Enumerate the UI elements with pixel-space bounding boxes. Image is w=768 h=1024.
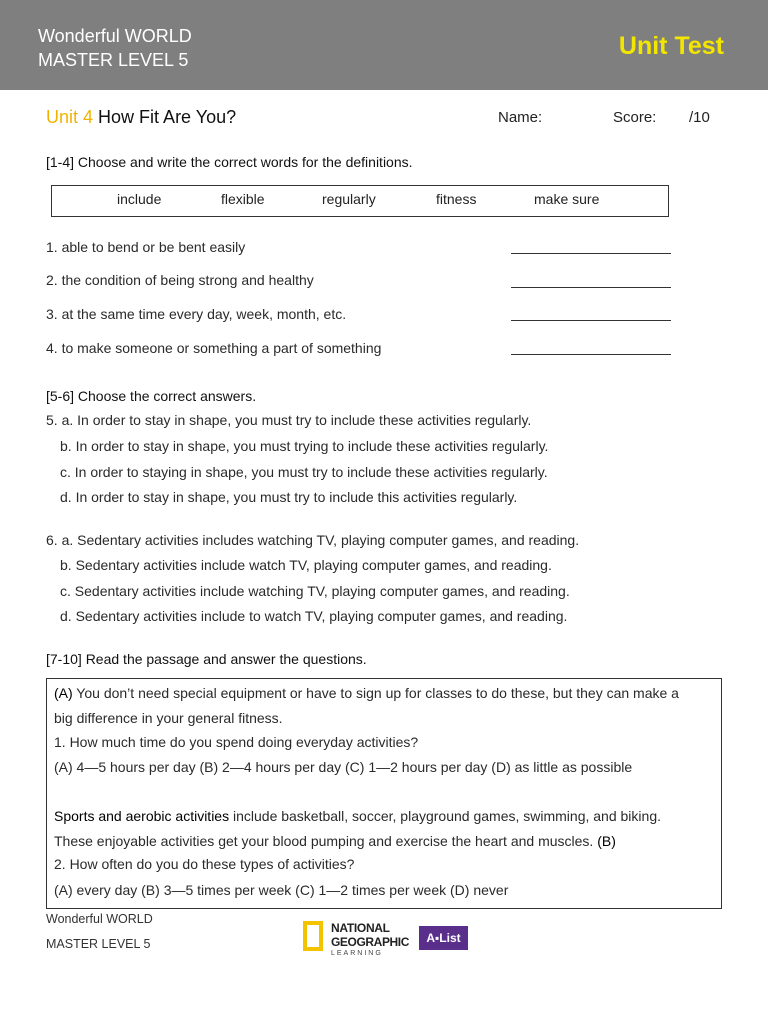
score-label: Score: [613,109,657,126]
q5-option-d[interactable]: d. In order to stay in shape, you must try to include this activities regularly. [60,489,518,505]
passage-line-6 [54,833,616,849]
q5-option-a[interactable]: 5. a. In order to stay in shape, you must try to include these activities regularly. [46,412,532,428]
marker-b: (B) [597,833,616,849]
section3-heading: [7-10] Read the passage and answer the questions. [46,651,367,667]
unit-test-label: Unit Test [618,32,724,60]
name-label: Name: [498,109,543,126]
passage-line-2: big difference in your general fitness. [54,710,283,726]
passage-question-1-options[interactable]: (A) 4—5 hours per day (B) 2—4 hours per day (C) 1—2 hours per day (D) as little as possible [54,759,633,775]
logo-text-national: NATIONAL [331,921,390,935]
q6-option-c[interactable]: c. Sedentary activities include watching TV, playing computer games, and reading. [60,583,570,599]
footer-line-1: Wonderful WORLD [46,912,153,926]
passage-question-1: 1. How much time do you spend doing everyday activities? [54,734,419,750]
word-bank [51,185,669,217]
word-bank-item: regularly [322,191,376,207]
passage-a-text: You don’t need special equipment or have to sign up for classes to do these, but they can make a [72,685,679,701]
section2-heading: [5-6] Choose the correct answers. [46,388,257,404]
yellow-frame-icon [303,921,323,951]
brand-line-1: Wonderful WORLD [38,26,192,46]
logo-text-learning: LEARNING [331,950,383,957]
answer-blank-3[interactable] [511,320,671,321]
brand-title [38,24,192,72]
definition-1: 1. able to bend or be bent easily [46,239,246,255]
word-bank-item: fitness [436,191,477,207]
q6-option-a[interactable]: 6. a. Sedentary activities includes watching TV, playing computer games, and reading. [46,532,580,548]
definition-2: 2. the condition of being strong and healthy [46,272,314,288]
q5-option-b[interactable]: b. In order to stay in shape, you must trying to include these activities regularly. [60,438,549,454]
definition-4: 4. to make someone or something a part of something [46,340,382,356]
q6-option-d[interactable]: d. Sedentary activities include to watch TV, playing computer games, and reading. [60,608,568,624]
logo-text-geographic: GEOGRAPHIC [331,935,410,949]
word-bank-item: include [117,191,162,207]
passage-question-2: 2. How often do you do these types of activities? [54,856,355,872]
section1-heading: [1-4] Choose and write the correct words for the definitions. [46,154,413,170]
passage-question-2-options[interactable]: (A) every day (B) 3—5 times per week (C) 1—2 times per week (D) never [54,882,509,898]
answer-blank-4[interactable] [511,354,671,355]
unit-title: How Fit Are You? [98,107,237,127]
answer-blank-2[interactable] [511,287,671,288]
q5-option-c[interactable]: c. In order to staying in shape, you must try to include these activities regularly. [60,464,548,480]
sports-lead: Sports and aerobic activities [54,808,230,824]
brand-line-2: MASTER LEVEL 5 [38,50,189,70]
sports-text: include basketball, soccer, playground games, swimming, and biking. [229,808,661,824]
national-geographic-logo [303,921,413,961]
reading-passage [46,678,722,909]
answer-blank-1[interactable] [511,253,671,254]
q6-option-b[interactable]: b. Sedentary activities include watch TV, playing computer games, and reading. [60,557,552,573]
passage-line-1 [54,685,679,701]
passage-line-6-text: These enjoyable activities get your blood pumping and exercise the heart and muscles. [54,833,598,849]
title-row [46,107,726,131]
marker-a: (A) [54,685,73,701]
word-bank-item: flexible [221,191,265,207]
unit-number: Unit 4 [46,107,94,127]
word-bank-item: make sure [534,191,600,207]
header-banner [0,0,768,90]
footer-line-2: MASTER LEVEL 5 [46,937,151,951]
definition-3: 3. at the same time every day, week, month, etc. [46,306,347,322]
score-total: /10 [689,109,710,126]
alist-logo: A▪List [419,926,468,950]
passage-line-5 [54,808,661,824]
